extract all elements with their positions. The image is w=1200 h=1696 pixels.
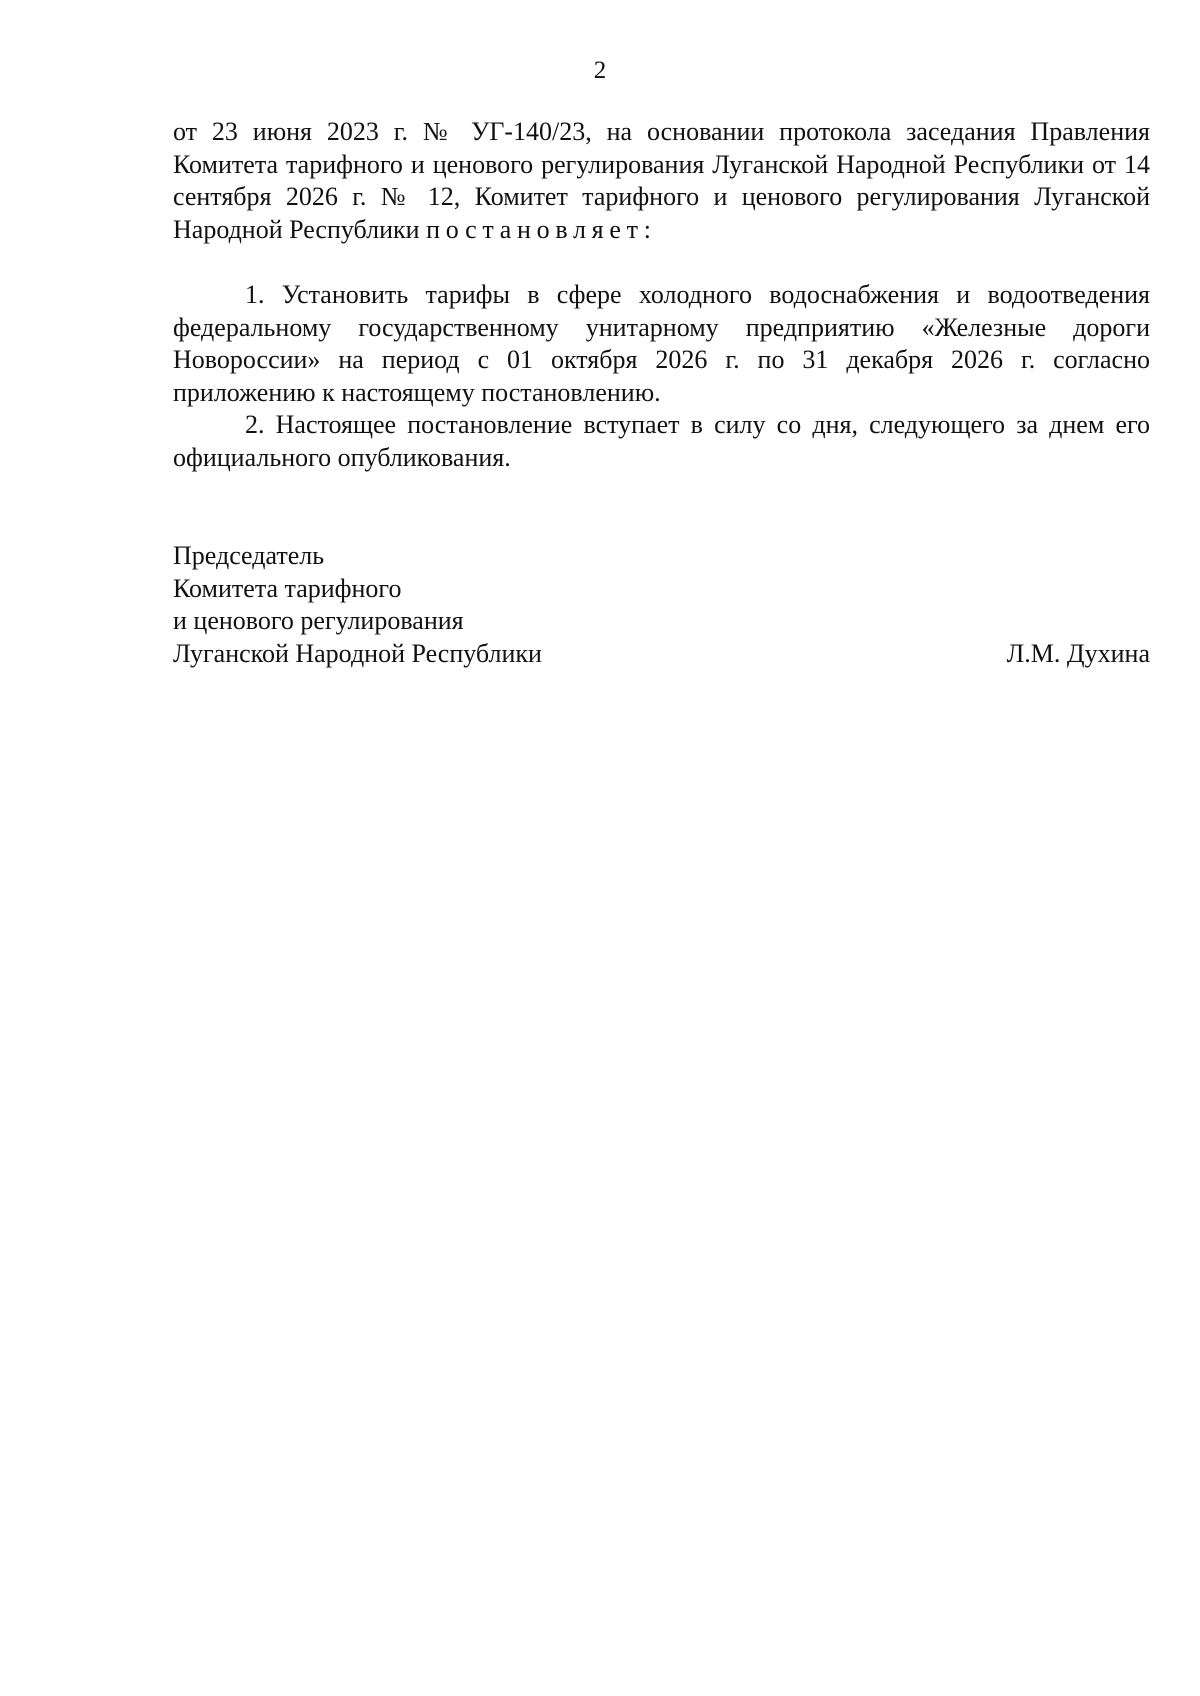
clause-1: 1. Установить тарифы в сфере холодного водоснабжения и водоотведения федеральному государственному унитарному предприятию «Железные дороги Новороссии» на период с 01 октября 2026 г. по 31 декабря 2026 г. согласно приложению к настоящему постановлению. — [173, 280, 1150, 407]
signatory-title-line-1: Председатель — [173, 541, 325, 570]
resolution-clauses — [173, 279, 1150, 474]
intro-main-text: от 23 июня 2023 г. № УГ-140/23, на основании протокола заседания Правления Комитета тарифного и ценового регулирования Луганской Народной Республики от 14 сентября 2026 г. № 12, Комитет тарифного и ценового регулирования Луганской Народной Республики — [173, 117, 1150, 244]
signature-block — [173, 540, 1150, 670]
intro-colon: : — [643, 214, 651, 244]
signatory-title-line-4: Луганской Народной Республики — [173, 638, 542, 668]
page-number: 2 — [593, 57, 607, 84]
signatory-title-line-3: и ценового регулирования — [173, 606, 464, 635]
signatory-title-line-2: Комитета тарифного — [173, 573, 402, 603]
signatory-name: Л.М. Духина — [1006, 638, 1150, 668]
resolution-keyword: постановляет — [426, 214, 644, 244]
intro-paragraph — [173, 116, 1150, 246]
intro-text — [173, 116, 1150, 246]
signature-row — [173, 638, 1150, 671]
clause-2: 2. Настоящее постановление вступает в силу со дня, следующего за днем его официального опубликования. — [173, 410, 1150, 472]
